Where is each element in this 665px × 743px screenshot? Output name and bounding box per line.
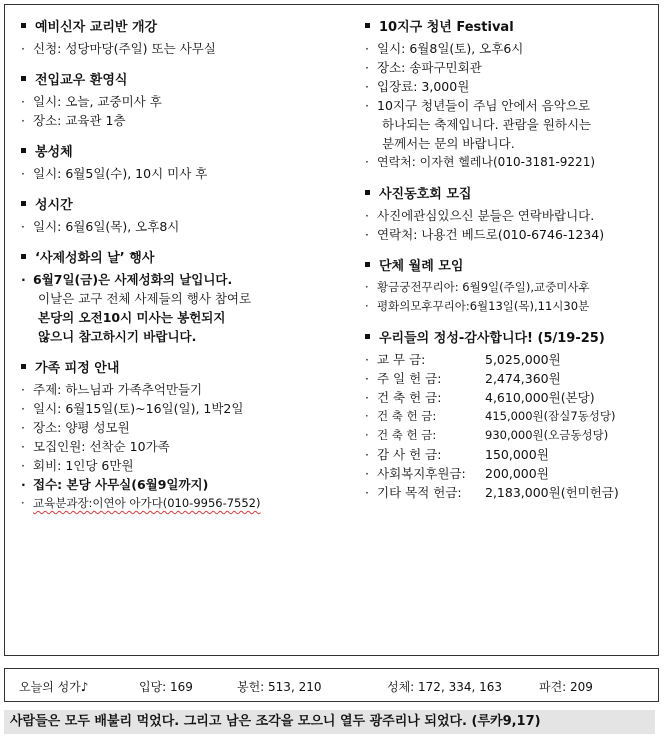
info-line: 이날은 교구 전체 사제들의 행사 참여로 xyxy=(38,291,252,306)
section-youth-festival xyxy=(365,19,663,172)
info-line: · 일시: 6월8일(토), 오후6시 xyxy=(365,39,663,58)
section-title: 10지구 청년 Festival xyxy=(379,20,514,35)
section-title: 단체 월례 모임 xyxy=(379,259,464,274)
section-family-retreat xyxy=(21,360,341,513)
section-holy-hour xyxy=(21,197,341,236)
left-column xyxy=(21,19,341,527)
bullet-icon xyxy=(21,201,26,206)
section-communion-sick xyxy=(21,144,341,183)
donation-row: · 건 축 헌 금: 4,610,000원(본당) xyxy=(365,388,663,407)
donation-row: · 교 무 금: 5,025,000원 xyxy=(365,350,663,369)
donation-row: · 건 축 헌 금: 415,000원(잠실7동성당) xyxy=(365,407,663,426)
right-column xyxy=(365,19,663,516)
bullet-icon xyxy=(365,190,370,195)
info-line: · 신청: 성당마당(주일) 또는 사무실 xyxy=(21,39,341,58)
info-line: · 사진에관심있으신 분들은 연락바랍니다. xyxy=(365,206,663,225)
section-title: 우리들의 정성-감사합니다! (5/19-25) xyxy=(379,331,605,346)
section-title: ‘사제성화의 날’ 행사 xyxy=(35,251,155,266)
section-title: 성시간 xyxy=(35,198,73,213)
info-line: 않으니 참고하시기 바랍니다. xyxy=(38,329,197,344)
info-line: · 평화의모후꾸리아:6월13일(목),11시30분 xyxy=(365,297,663,316)
bible-verse: 사람들은 모두 배불리 먹었다. 그리고 남은 조각을 모으니 열두 광주리나 되었다. (루카9,17) xyxy=(4,710,655,734)
bullet-icon xyxy=(21,148,26,153)
info-line: 하나되는 축제입니다. 관람을 원하시는 xyxy=(382,117,592,132)
donation-row: · 사회복지후원금: 200,000원 xyxy=(365,464,663,483)
hymn-entrance: 입당: 169 xyxy=(139,680,193,694)
info-line: · 황금궁전꾸리아: 6월9일(주일),교중미사후 xyxy=(365,278,663,297)
bullet-icon xyxy=(365,23,370,28)
info-line: · 장소: 교육관 1층 xyxy=(21,111,341,130)
info-line: · 입장료: 3,000원 xyxy=(365,77,663,96)
hymn-footer xyxy=(4,668,659,702)
bullet-icon xyxy=(21,23,26,28)
info-line: · 접수: 본당 사무실(6월9일까지) xyxy=(21,475,341,494)
info-line: · 회비: 1인당 6만원 xyxy=(21,456,341,475)
donation-row: · 기타 목적 헌금: 2,183,000원(헌미헌금) xyxy=(365,483,663,502)
bullet-icon xyxy=(21,76,26,81)
section-catechumen-class xyxy=(21,19,341,58)
donation-row: · 감 사 헌 금: 150,000원 xyxy=(365,445,663,464)
info-line: · 교육분과장:이연아 아가다(010-9956-7552) xyxy=(21,494,341,513)
info-line: · 일시: 6월5일(수), 10시 미사 후 xyxy=(21,164,341,183)
info-line: · 장소: 양평 성모원 xyxy=(21,418,341,437)
info-line: · 연락처: 이자현 헬레나(010-3181-9221) xyxy=(365,153,663,172)
hymn-label: 오늘의 성가♪ xyxy=(19,680,89,694)
donation-row: · 건 축 헌 금: 930,000원(오금동성당) xyxy=(365,426,663,445)
section-title: 가족 피정 안내 xyxy=(35,361,120,376)
section-monthly-meeting xyxy=(365,258,663,316)
section-priest-day xyxy=(21,250,341,346)
info-line: · 일시: 6월6일(목), 오후8시 xyxy=(21,217,341,236)
info-line: · 모집인원: 선착순 10가족 xyxy=(21,437,341,456)
bullet-icon xyxy=(365,262,370,267)
section-photo-club xyxy=(365,186,663,244)
section-title: 전입교우 환영식 xyxy=(35,73,128,88)
info-line: · 장소: 송파구민회관 xyxy=(365,58,663,77)
donation-row: · 주 일 헌 금: 2,474,360원 xyxy=(365,369,663,388)
info-line: · 연락처: 나용건 베드로(010-6746-1234) xyxy=(365,225,663,244)
info-line: 분께서는 문의 바랍니다. xyxy=(382,136,515,151)
bulletin-box xyxy=(4,4,659,656)
info-line: · 10지구 청년들이 주님 안에서 음악으로 xyxy=(365,96,663,115)
info-line: · 6월7일(금)은 사제성화의 날입니다. xyxy=(21,270,341,289)
info-line: · 일시: 6월15일(토)~16일(일), 1박2일 xyxy=(21,399,341,418)
hymn-communion: 성체: 172, 334, 163 xyxy=(387,680,503,694)
section-donations xyxy=(365,330,663,502)
bullet-icon xyxy=(21,364,26,369)
hymn-offertory: 봉헌: 513, 210 xyxy=(237,680,322,694)
bullet-icon xyxy=(365,334,370,339)
info-line: · 일시: 오늘, 교중미사 후 xyxy=(21,92,341,111)
section-title: 사진동호회 모집 xyxy=(379,187,472,202)
section-title: 봉성체 xyxy=(35,145,73,160)
info-line: 본당의 오전10시 미사는 봉헌되지 xyxy=(38,310,226,325)
bullet-icon xyxy=(21,254,26,259)
section-title: 예비신자 교리반 개강 xyxy=(35,20,158,35)
hymn-recessional: 파견: 209 xyxy=(539,680,593,694)
section-welcome xyxy=(21,72,341,130)
info-line: · 주제: 하느님과 가족추억만들기 xyxy=(21,380,341,399)
